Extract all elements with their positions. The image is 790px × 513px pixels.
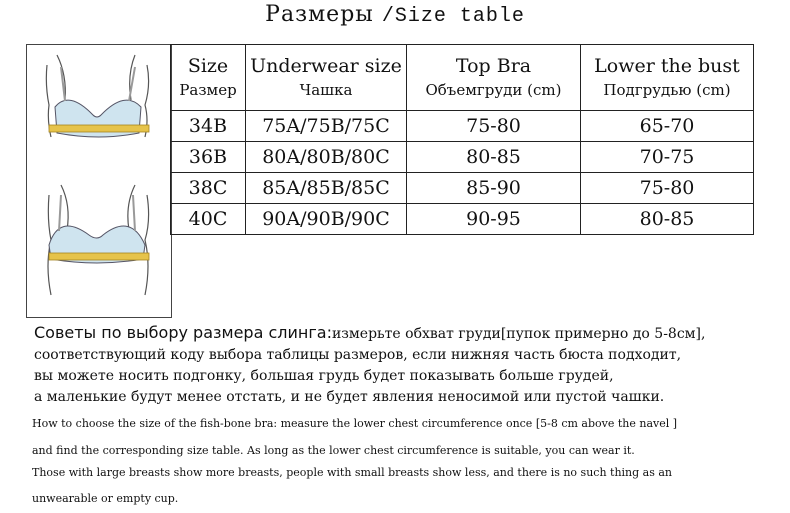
cell-lower-bust: 75-80 [581,173,754,204]
page-title [0,2,790,28]
cell-top-bra: 85-90 [407,173,581,204]
tips-ru-line-4: а маленькие будут менее отстать, и не будет явления неносимой или пустой чашки. [34,389,665,405]
table-row [171,204,754,235]
table-row [171,142,754,173]
header-top-bra: Top Bra Объемгруди (cm) [407,45,581,111]
cell-size: 36B [171,142,246,173]
cell-top-bra: 75-80 [407,111,581,142]
header-size: Size Размер [171,45,246,111]
tips-en-line-2: and find the corresponding size table. As long as the lower chest circumference is suitable, you can wear it. [32,444,635,457]
cell-underwear: 85A/85B/85C [246,173,407,204]
cell-lower-bust: 70-75 [581,142,754,173]
tips-ru [34,322,774,408]
title-ru: Размеры [265,2,374,27]
header-underwear-size: Underwear size Чашка [246,45,407,111]
cell-lower-bust: 65-70 [581,111,754,142]
cell-size: 38C [171,173,246,204]
cell-top-bra: 90-95 [407,204,581,235]
cell-underwear: 75A/75B/75C [246,111,407,142]
cell-size: 40C [171,204,246,235]
cell-underwear: 90A/90B/90C [246,204,407,235]
title-en: /Size table [381,5,525,28]
size-table [170,44,754,235]
measurement-illustration [26,44,172,318]
tips-ru-line-2: соответствующий коду выбора таблицы размеров, если нижняя часть бюста подходит, [34,347,682,363]
cell-top-bra: 80-85 [407,142,581,173]
bra-measurement-icon [27,45,171,317]
cell-size: 34B [171,111,246,142]
cell-underwear: 80A/80B/80C [246,142,407,173]
tips-en-line-1: How to choose the size of the fish-bone bra: measure the lower chest circumference once [5-8 cm above the navel ] [32,417,678,430]
tips-ru-line-1 [34,322,774,345]
tips-en-line-4: unwearable or empty cup. [32,492,179,505]
tips-ru-line-3: вы можете носить подгонку, большая грудь будет показывать больше грудей, [34,368,614,384]
cell-lower-bust: 80-85 [581,204,754,235]
tips-en-line-3: Those with large breasts show more breasts, people with small breasts show less, and there is no such thing as an [32,466,673,479]
tips-ru-lead: Советы по выбору размера слинга: [34,323,332,342]
table-header-row [171,45,754,111]
tips-ru-line-1-rest: измерьте обхват груди[пупок примерно до 5-8см], [331,326,706,342]
table-row [171,173,754,204]
table-row [171,111,754,142]
header-lower-bust: Lower the bust Подгрудью (cm) [581,45,754,111]
